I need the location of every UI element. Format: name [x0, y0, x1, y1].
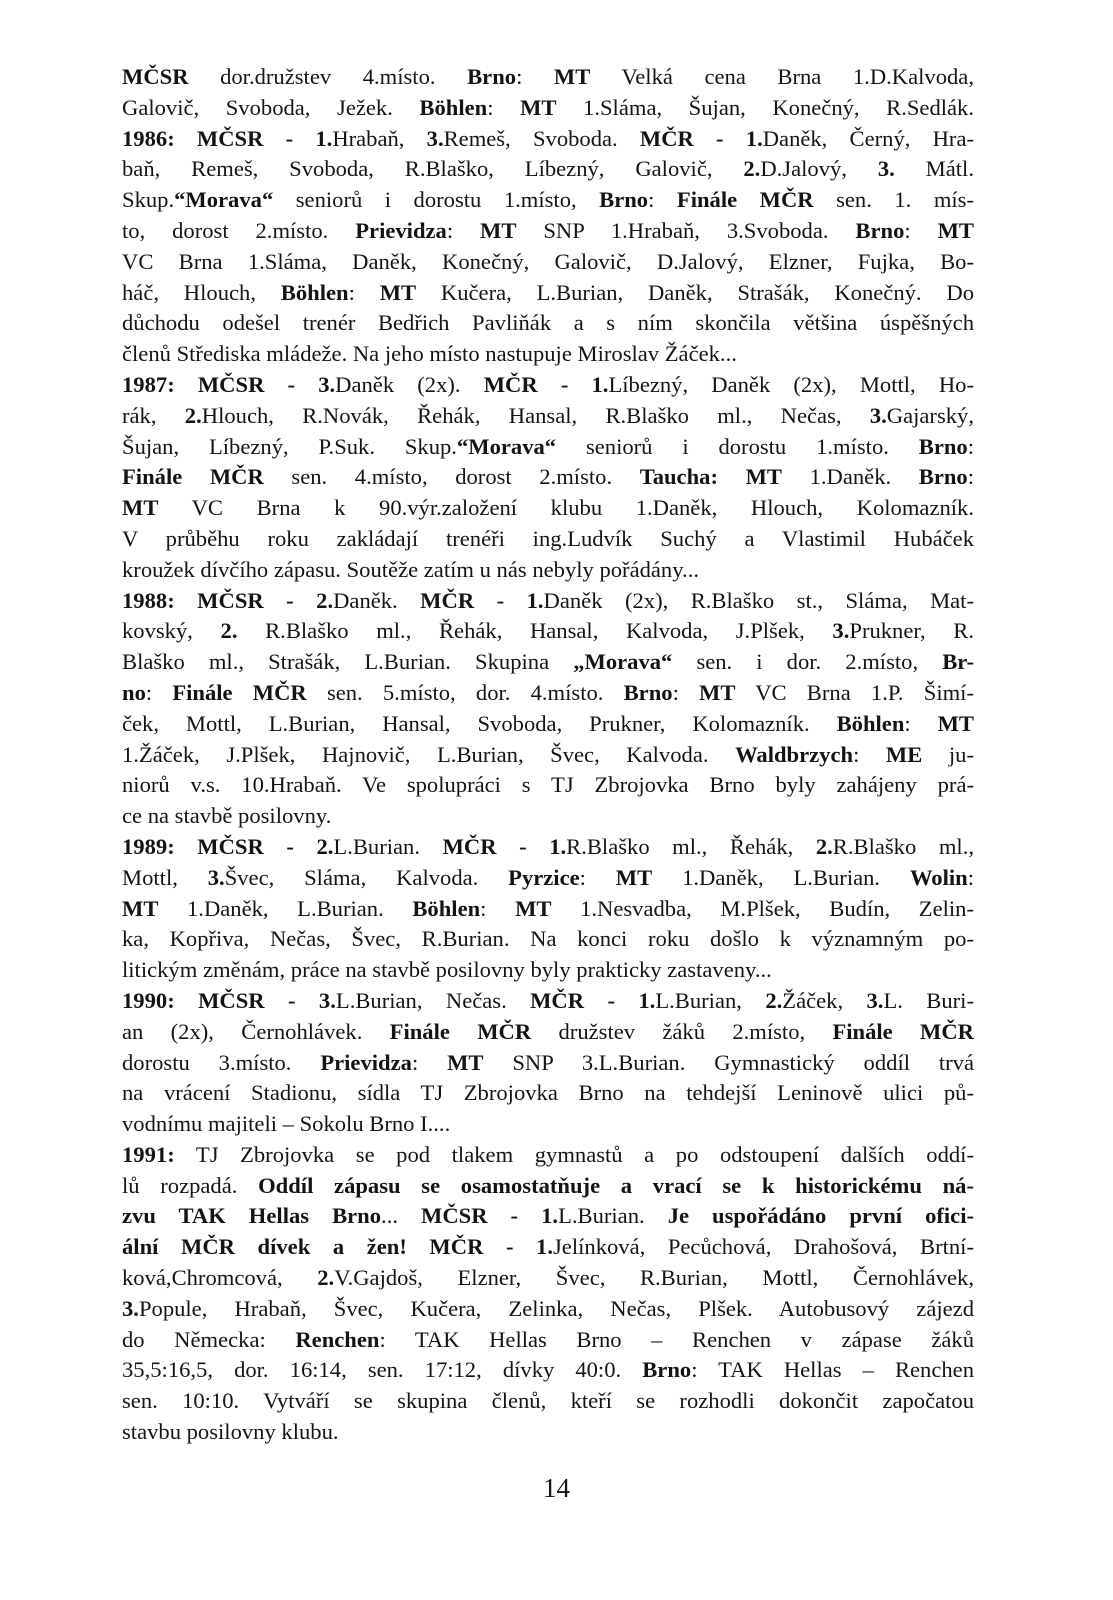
text-run: D.Jalový, [760, 156, 878, 182]
bold-text-run: Brno [467, 64, 517, 89]
bold-text-run: Finále MČR [389, 1018, 532, 1044]
text-run: Skup. [122, 187, 175, 213]
bold-text-run: MČSR - 1. [421, 1203, 559, 1229]
text-run: an (2x), Černohlávek. [122, 1018, 390, 1044]
bold-text-run: ME [885, 741, 923, 767]
bold-text-run: MT [937, 710, 974, 736]
text-line [122, 216, 974, 247]
text-run: L.Burian. [558, 1203, 668, 1229]
bold-text-run: Brno [918, 433, 968, 459]
bold-text-run: 1990: MČSR - 3. [122, 987, 336, 1013]
text-line [122, 894, 974, 925]
text-run: kovský, [122, 618, 221, 644]
text-line [122, 647, 974, 678]
text-run: L. Buri- [883, 987, 974, 1013]
text-run: Daněk (2x). [335, 371, 484, 397]
text-run: : [411, 1049, 448, 1075]
bold-text-run: Finále MČR [172, 679, 307, 705]
text-run: dor.družstev 4.místo. [188, 64, 468, 89]
bold-text-run: 1987: MČSR - 3. [122, 371, 336, 397]
bold-text-run: MČSR [122, 64, 189, 89]
text-line [122, 740, 974, 771]
bold-text-run: 1986: MČSR - 1. [122, 125, 333, 151]
bold-text-run: Pyrzice [508, 864, 580, 890]
text-run: 1.Daněk, L.Burian. [652, 864, 910, 890]
bold-text-run: Finále MČR [676, 187, 814, 213]
text-line [122, 1171, 974, 1202]
bold-text-run: MT [615, 864, 653, 890]
bold-text-run: Renchen [295, 1326, 380, 1352]
text-line [122, 1109, 974, 1140]
text-run: : [967, 433, 974, 459]
bold-text-run: „Morava“ [573, 649, 673, 675]
text-run: : TAK Hellas – Renchen [691, 1357, 974, 1383]
text-line [122, 555, 974, 586]
text-run: Gajarský, [886, 402, 974, 428]
text-run: Hrabaň, [332, 125, 427, 151]
text-run: vodnímu majiteli – Sokolu Brno I.... [122, 1111, 451, 1137]
text-run: háč, Hlouch, [122, 279, 281, 305]
text-run: sen. 10:10. Vytváří se skupina členů, kteří se rozhodli dokončit započatou [122, 1388, 974, 1414]
text-run: Popule, Hrabaň, Švec, Kučera, Zelinka, Nečas, Plšek. Autobusový zájezd [138, 1295, 974, 1321]
bold-text-run: 1989: MČSR - 2. [122, 833, 334, 859]
text-run: Daněk. [333, 587, 421, 613]
bold-text-run: 3. [877, 156, 895, 182]
text-line [122, 401, 974, 432]
text-line [122, 432, 974, 463]
text-line [122, 986, 974, 1017]
text-run: 1.Daněk. [781, 464, 919, 490]
text-run: Mottl, [122, 864, 208, 890]
bold-text-run: ální MČR dívek a žen! MČR - 1. [122, 1234, 554, 1260]
text-line [122, 616, 974, 647]
bold-text-run: Br- [942, 649, 974, 675]
text-line [122, 832, 974, 863]
text-line [122, 308, 974, 339]
text-line [122, 863, 974, 894]
bold-text-run: 3. [869, 402, 887, 428]
text-run: 1.Sláma, Šujan, Konečný, R.Sedlák. [556, 94, 974, 120]
text-run: Hlouch, R.Novák, Řehák, Hansal, R.Blaško ml., Nečas, [201, 402, 870, 428]
bold-text-run: 2. [765, 987, 783, 1013]
bold-text-run: Wolin [909, 864, 968, 890]
text-line [122, 1355, 974, 1386]
text-run: litickým změnám, práce na stavbě posilovny byly prakticky zastaveny... [122, 957, 772, 983]
text-run: to, dorost 2.místo. [122, 217, 356, 243]
text-run: na vrácení Stadionu, sídla TJ Zbrojovka Brno na tehdejší Leninově ulici pů- [122, 1080, 974, 1106]
text-run: L.Burian, [655, 987, 766, 1013]
bold-text-run: Brno [918, 464, 968, 490]
bold-text-run: 2. [815, 833, 833, 859]
bold-text-run: 3. [866, 987, 884, 1013]
text-run: R.Blaško ml., [832, 833, 974, 859]
text-line [122, 1017, 974, 1048]
text-line [122, 1078, 974, 1109]
text-line [122, 1325, 974, 1356]
text-run: : [904, 710, 938, 736]
text-line [122, 1201, 974, 1232]
text-line [122, 154, 974, 185]
text-run: Blaško ml., Strašák, L.Burian. Skupina [122, 649, 574, 675]
text-run: R.Blaško ml., Řehák, [566, 833, 816, 859]
text-line [122, 955, 974, 986]
text-run: Jelínková, Pecůchová, Drahošová, Brtní- [553, 1234, 974, 1260]
bold-text-run: Böhlen [280, 279, 349, 305]
text-run: ková,Chromcová, [122, 1265, 318, 1291]
text-run: VC Brna 1.Sláma, Daněk, Konečný, Galovič, D.Jalový, Elzner, Fujka, Bo- [122, 248, 974, 274]
text-run: sen. 5.místo, dor. 4.místo. [306, 679, 624, 705]
text-run: L.Burian. [333, 833, 443, 859]
bold-text-run: “Morava“ [174, 187, 274, 213]
text-run: : [672, 679, 700, 705]
text-run: sen. 4.místo, dorost 2.místo. [263, 464, 640, 490]
text-run: Velká cena Brna 1.D.Kalvoda, [590, 64, 974, 89]
text-run: 1.Žáček, J.Plšek, Hajnovič, L.Burian, Švec, Kalvoda. [122, 741, 736, 767]
text-line [122, 1294, 974, 1325]
bold-text-run: Brno [642, 1357, 692, 1383]
text-run: Remeš, Svoboda. [443, 125, 640, 151]
text-run: 1.Nesvadba, M.Plšek, Budín, Zelin- [551, 895, 974, 921]
text-run: sen. 1. mís- [813, 187, 974, 213]
text-line [122, 586, 974, 617]
bold-text-run: Brno [623, 679, 673, 705]
bold-text-run: Je uspořádáno první ofici- [667, 1203, 975, 1229]
text-run: sen. i dor. 2.místo, [672, 649, 943, 675]
text-line [122, 1232, 974, 1263]
text-run: 1.Daněk, L.Burian. [158, 895, 413, 921]
text-run: stavbu posilovny klubu. [122, 1419, 339, 1445]
text-line [122, 709, 974, 740]
bold-text-run: 1991: [122, 1141, 175, 1167]
text-run: Šujan, Líbezný, P.Suk. Skup. [122, 433, 457, 459]
bold-text-run: Oddíl zápasu se osamostatňuje a vrací se k historickému ná- [258, 1172, 974, 1198]
bold-text-run: Prievidza [355, 217, 447, 243]
text-run: : [967, 864, 974, 890]
bold-text-run: 3. [207, 864, 225, 890]
bold-text-run: MT [937, 217, 974, 243]
bold-text-run: 2. [317, 1265, 335, 1291]
bold-text-run: MT [515, 895, 552, 921]
text-run: : [648, 187, 677, 213]
text-run: VC Brna 1.P. Šimí- [735, 679, 974, 705]
bold-text-run: Finále MČR [832, 1018, 974, 1044]
text-line [122, 62, 974, 93]
bold-text-run: Finále MČR [122, 464, 264, 490]
bold-text-run: 3. [832, 618, 850, 644]
text-run: Líbezný, Daněk (2x), Mottl, Ho- [608, 371, 974, 397]
text-run: Galovič, Svoboda, Ježek. [122, 94, 420, 120]
text-run: do Německa: [122, 1326, 296, 1352]
bold-text-run: MT [447, 1049, 484, 1075]
text-line [122, 1140, 974, 1171]
text-run: družstev žáků 2.místo, [531, 1018, 833, 1044]
text-line [122, 493, 974, 524]
bold-text-run: Böhlen [412, 895, 481, 921]
bold-text-run: MT [553, 64, 591, 89]
text-line [122, 462, 974, 493]
bold-text-run: Böhlen [419, 94, 488, 120]
bold-text-run: 2. [220, 618, 238, 644]
bold-text-run: MT [520, 94, 557, 120]
bold-text-run: Brno [599, 187, 649, 213]
text-run: : [904, 217, 938, 243]
text-run: členů Střediska mládeže. Na jeho místo nastupuje Miroslav Žáček... [122, 341, 737, 367]
text-line [122, 370, 974, 401]
text-run: Daněk, Černý, Hra- [762, 125, 974, 151]
text-run: SNP 1.Hrabaň, 3.Svoboda. [516, 217, 856, 243]
text-run: důchodu odešel trenér Bedřich Pavliňák a s ním skončila většina úspěšných [122, 310, 974, 336]
text-line [122, 247, 974, 278]
bold-text-run: “Morava“ [456, 433, 557, 459]
bold-text-run: MT [699, 679, 736, 705]
text-line [122, 1048, 974, 1079]
bold-text-run: zvu TAK Hellas Brno [122, 1203, 382, 1229]
text-run: V průběhu roku zakládají trenéři ing.Ludvík Suchý a Vlastimil Hubáček [122, 525, 974, 551]
bold-text-run: MČR - 1. [420, 587, 544, 613]
bold-text-run: MČR - 1. [530, 987, 656, 1013]
text-line [122, 278, 974, 309]
bold-text-run: MT [480, 217, 517, 243]
text-run: seniorů i dorostu 1.místo. [556, 433, 919, 459]
bold-text-run: Waldbrzych [735, 741, 854, 767]
bold-text-run: 2. [184, 402, 202, 428]
text-line [122, 124, 974, 155]
text-run: Žáček, [782, 987, 867, 1013]
text-line [122, 678, 974, 709]
bold-text-run: Böhlen [836, 710, 905, 736]
bold-text-run: Taucha: MT [639, 464, 782, 490]
text-run: lů rozpadá. [122, 1172, 259, 1198]
text-run: : [516, 64, 554, 89]
text-run: Kučera, L.Burian, Daněk, Strašák, Konečný. Do [416, 279, 974, 305]
bold-text-run: no [122, 679, 146, 705]
text-line [122, 93, 974, 124]
text-line [122, 1417, 974, 1448]
text-line [122, 924, 974, 955]
text-run: : [480, 895, 516, 921]
text-run: Daněk (2x), R.Blaško st., Sláma, Mat- [543, 587, 974, 613]
text-run: : [967, 464, 974, 490]
text-run: Mátl. [894, 156, 974, 182]
text-run: : [348, 279, 380, 305]
text-line [122, 339, 974, 370]
text-run: seniorů i dorostu 1.místo, [273, 187, 600, 213]
text-run: SNP 3.L.Burian. Gymnastický oddíl trvá [483, 1049, 974, 1075]
text-run: baň, Remeš, Svoboda, R.Blaško, Líbezný, Galovič, [122, 156, 744, 182]
text-run: ju- [922, 741, 974, 767]
text-run: L.Burian, Nečas. [335, 987, 531, 1013]
text-run: : [487, 94, 521, 120]
bold-text-run: MT [122, 895, 159, 921]
text-run: : [579, 864, 616, 890]
text-run: ka, Kopřiva, Nečas, Švec, R.Burian. Na konci roku došlo k významným po- [122, 926, 974, 952]
bold-text-run: MČR - 1. [442, 833, 567, 859]
text-run: : [853, 741, 886, 767]
text-run: TJ Zbrojovka se pod tlakem gymnastů a po odstoupení dalších oddí- [174, 1141, 974, 1167]
text-run: rák, [122, 402, 185, 428]
text-run: ... [381, 1203, 422, 1229]
text-run: : [446, 217, 481, 243]
text-line [122, 770, 974, 801]
bold-text-run: Brno [855, 217, 905, 243]
text-line [122, 524, 974, 555]
bold-text-run: 3. [122, 1295, 139, 1321]
text-line [122, 801, 974, 832]
text-line [122, 185, 974, 216]
text-run: R.Blaško ml., Řehák, Hansal, Kalvoda, J.Plšek, [237, 618, 833, 644]
bold-text-run: Prievidza [320, 1049, 412, 1075]
text-run: 35,5:16,5, dor. 16:14, sen. 17:12, dívky 40:0. [122, 1357, 643, 1383]
bold-text-run: MT [379, 279, 417, 305]
text-line [122, 1386, 974, 1417]
text-run: niorů v.s. 10.Hrabaň. Ve spolupráci s TJ Zbrojovka Brno byly zahájeny prá- [122, 772, 974, 798]
text-run: Prukner, R. [849, 618, 974, 644]
bold-text-run: MČR - 1. [639, 125, 763, 151]
text-run: V.Gajdoš, Elzner, Švec, R.Burian, Mottl, Černohlávek, [334, 1265, 974, 1291]
text-run: ce na stavbě posilovny. [122, 803, 332, 829]
bold-text-run: 3. [426, 125, 444, 151]
bold-text-run: 1988: MČSR - 2. [122, 587, 334, 613]
bold-text-run: MČR - 1. [483, 371, 609, 397]
bold-text-run: 2. [743, 156, 761, 182]
text-line [122, 1263, 974, 1294]
text-run: : [145, 679, 173, 705]
text-run: VC Brna k 90.výr.založení klubu 1.Daněk, Hlouch, Kolomazník. [158, 495, 974, 521]
document-body [122, 62, 974, 1448]
text-run: Švec, Sláma, Kalvoda. [224, 864, 509, 890]
bold-text-run: MT [122, 495, 159, 521]
text-run: dorostu 3.místo. [122, 1049, 321, 1075]
text-run: : TAK Hellas Brno – Renchen v zápase žáků [379, 1326, 974, 1352]
text-run: ček, Mottl, L.Burian, Hansal, Svoboda, Prukner, Kolomazník. [122, 710, 837, 736]
page-number: 14 [543, 1473, 570, 1503]
text-run: kroužek dívčího zápasu. Soutěže zatím u nás nebyly pořádány... [122, 556, 700, 582]
